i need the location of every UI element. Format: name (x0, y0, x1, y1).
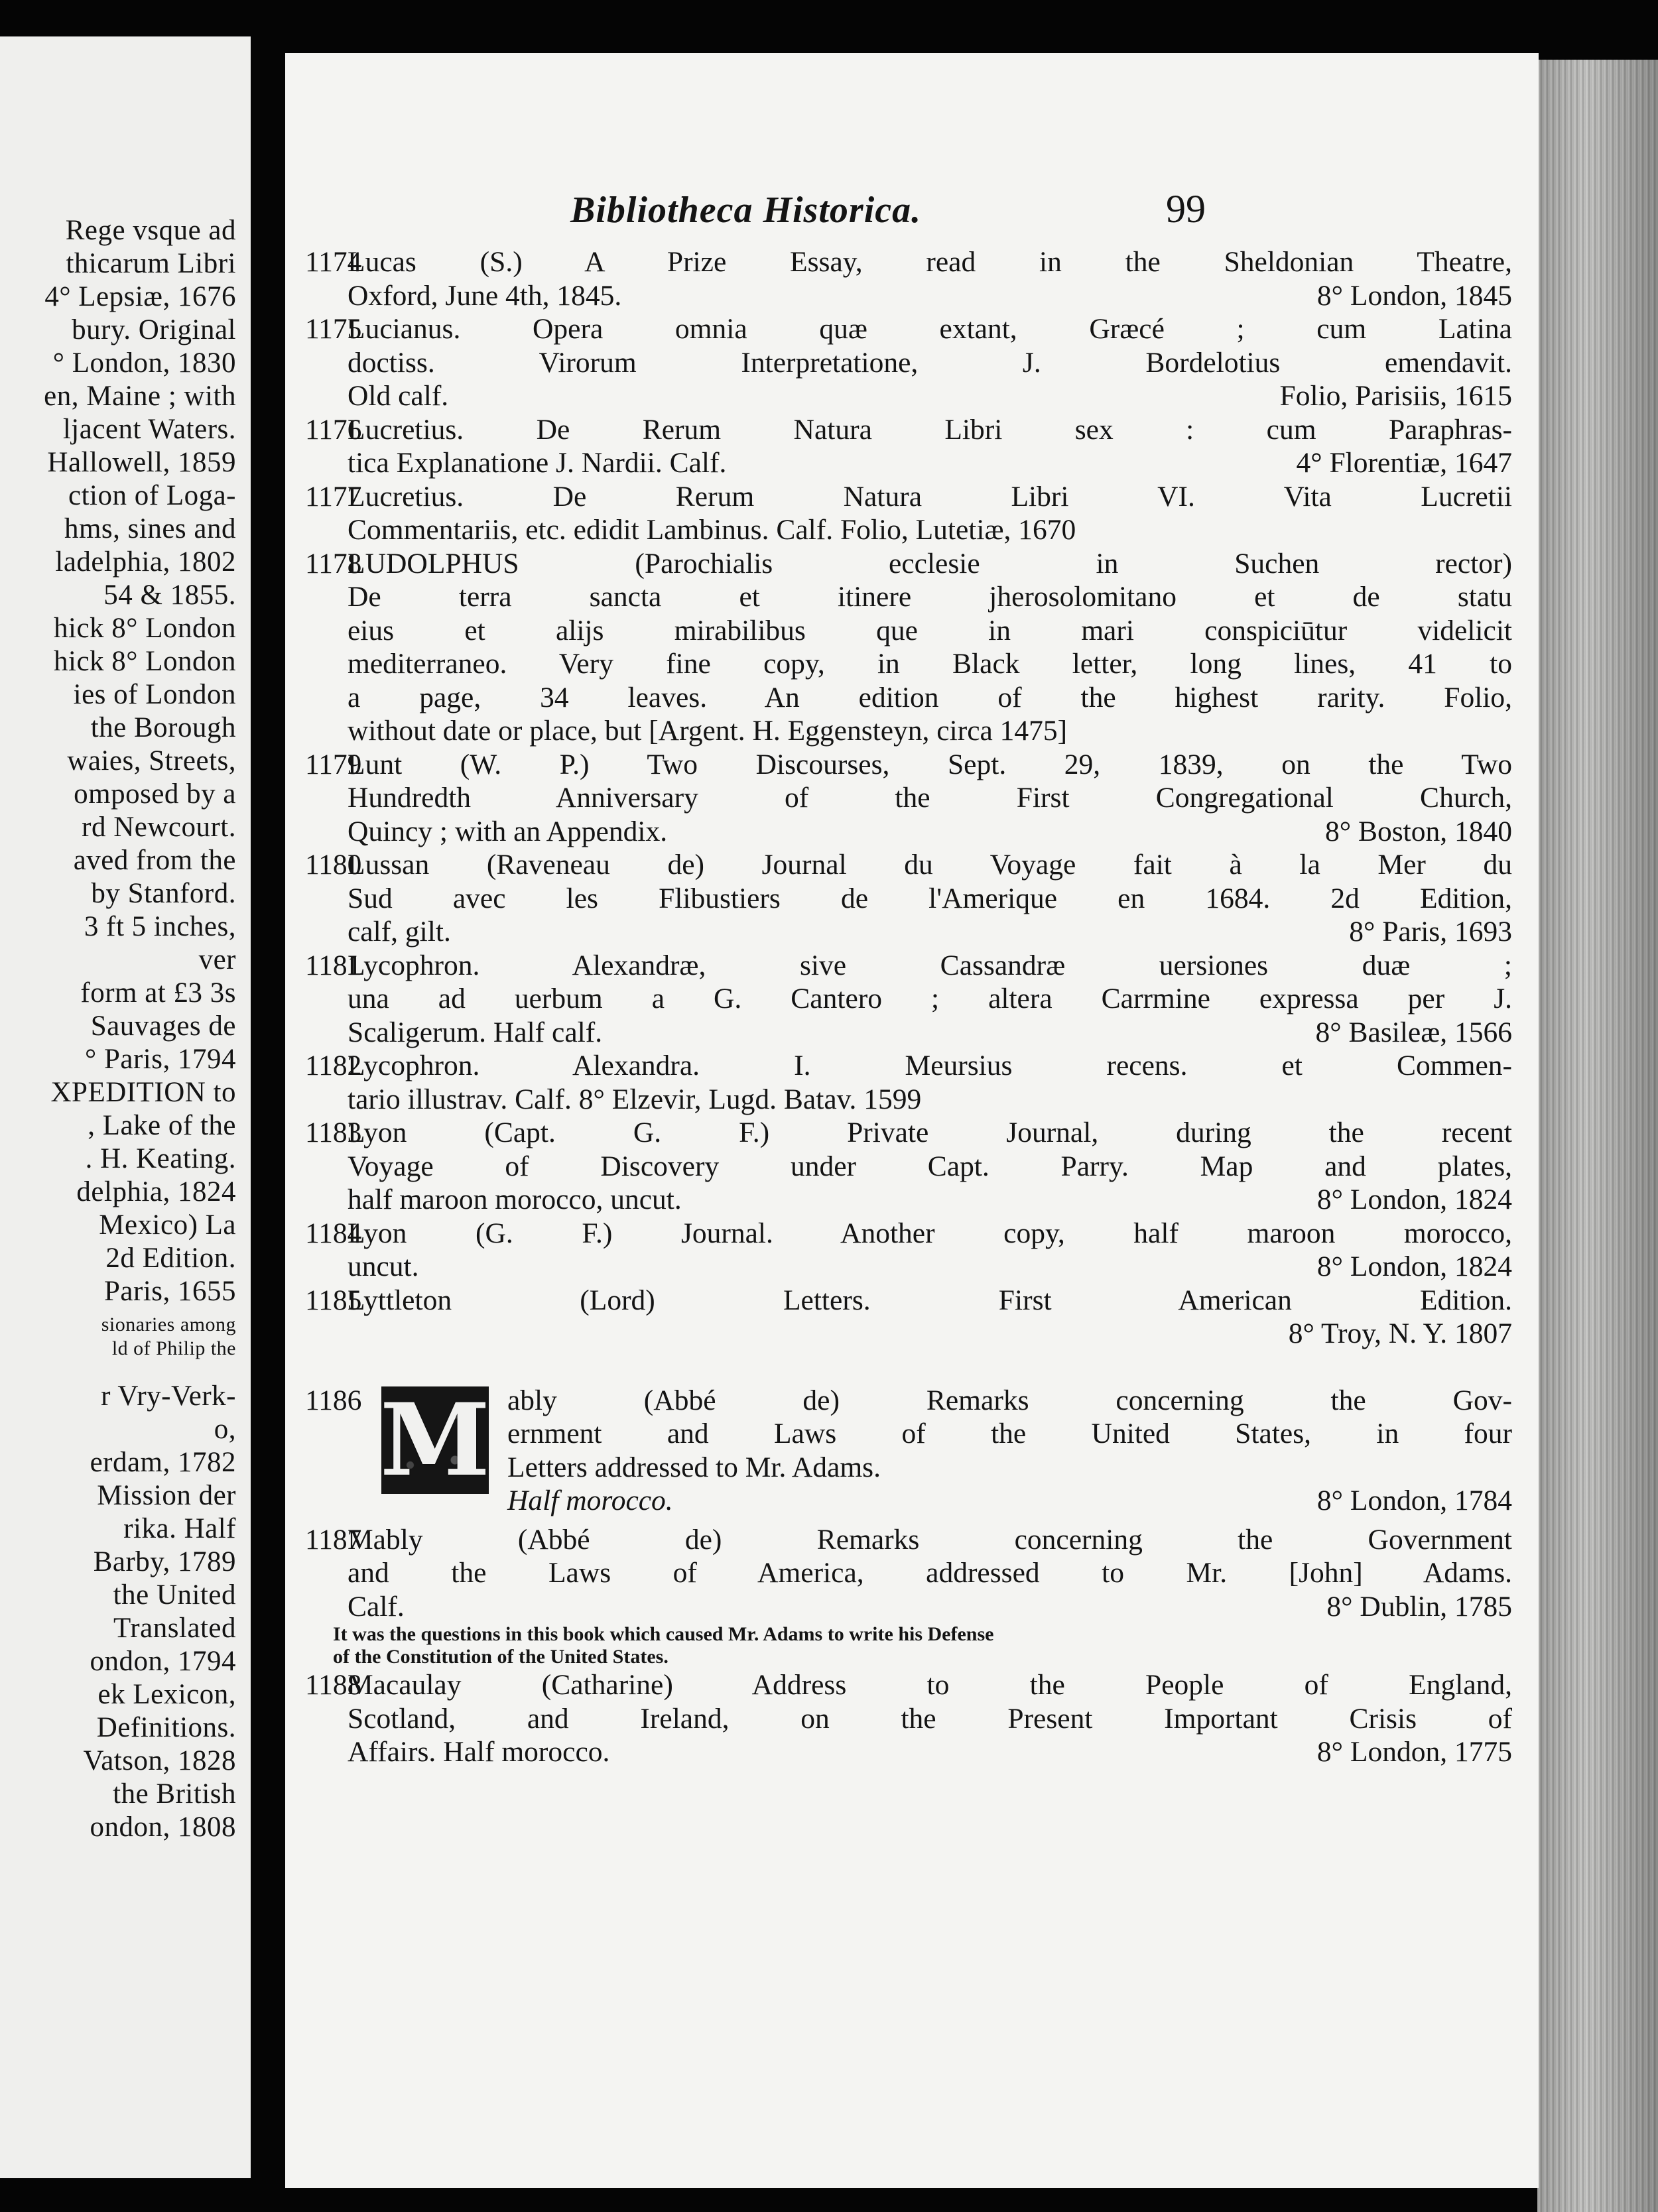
entry-line (305, 949, 1512, 983)
entry-number: 1180 (305, 849, 362, 881)
entry-line (305, 446, 1512, 480)
catalogue-entry (305, 1217, 1512, 1284)
entry-text: Old calf. (348, 380, 449, 412)
entry-number: 1177 (305, 480, 362, 513)
entry-text: Scaligerum. Half calf. (348, 1016, 603, 1048)
left-page-line: ies of London (73, 679, 236, 710)
entry-text: Lucretius. De Rerum Natura Libri VI. Vita Lucretii (348, 480, 1512, 513)
catalogue-entry-1187 (305, 1523, 1512, 1624)
entry-number: 1176 (305, 413, 362, 446)
catalogue-entry (305, 848, 1512, 949)
left-page-line: en, Maine ; with (44, 381, 236, 412)
entry-text: tica Explanatione J. Nardii. Calf. (348, 447, 727, 479)
entry-number: 1174 (305, 246, 362, 278)
catalogue-entry (305, 1284, 1512, 1351)
left-page-line: omposed by a (74, 778, 236, 810)
left-page-line: Hallowell, 1859 (47, 447, 236, 478)
entry-text: Affairs. Half morocco. (348, 1736, 610, 1768)
entry-line (305, 1116, 1512, 1150)
left-page-line: sionaries among (101, 1314, 236, 1335)
left-page-line: Barby, 1789 (93, 1546, 236, 1577)
entry-number: 1178 (305, 547, 362, 580)
imprint: Folio, Parisiis, 1615 (1279, 380, 1512, 412)
catalogue-entry-1188 (305, 1668, 1512, 1769)
left-page-line: . H. Keating. (85, 1143, 236, 1174)
entry-text: Letters addressed to Mr. Adams. (507, 1451, 881, 1483)
left-page-line: the British (113, 1778, 236, 1810)
left-page-line: Translated (113, 1613, 236, 1644)
entry-line (305, 815, 1512, 849)
drop-cap-letter: M (379, 1381, 491, 1499)
entry-text: a page, 34 leaves. An edition of the highest rarity. Folio, (348, 681, 1512, 713)
entry-text: tario illustrav. Calf. 8° Elzevir, Lugd. Batav. 1599 (348, 1083, 922, 1115)
left-page-line: Definitions. (96, 1712, 236, 1743)
entry-line (305, 1250, 1512, 1284)
imprint: 8° Boston, 1840 (1324, 815, 1512, 847)
entry-line (305, 1668, 1512, 1702)
entry-text: Macaulay (Catharine) Address to the People of England, (348, 1669, 1512, 1701)
left-page-line: 4° Lepsiæ, 1676 (44, 281, 236, 312)
entry-number: 1175 (305, 313, 362, 345)
left-page-line: erdam, 1782 (90, 1447, 236, 1478)
entry-text: Lussan (Raveneau de) Journal du Voyage fait à la Mer du (348, 849, 1512, 881)
entry-text: Lycophron. Alexandræ, sive Cassandræ uersiones duæ ; (348, 949, 1512, 981)
left-page-line: bury. Original (72, 314, 236, 345)
left-page-line: ction of Loga- (68, 480, 236, 511)
entry-text: Lyttleton (Lord) Letters. First American Edition. (348, 1284, 1512, 1316)
catalogue-entry (305, 949, 1512, 1050)
entry-line (305, 714, 1512, 748)
entry-line (305, 480, 1512, 514)
entry-line (305, 748, 1512, 782)
left-facing-page (0, 36, 251, 2178)
entry-line (305, 982, 1512, 1016)
right-page (285, 53, 1539, 2188)
entry-line (305, 1556, 1512, 1590)
left-page-line: o, (214, 1414, 236, 1445)
left-page-line: 54 & 1855. (103, 580, 236, 611)
entry-line (305, 1702, 1512, 1736)
left-page-line: Mission der (97, 1480, 236, 1511)
entry-line (305, 547, 1512, 581)
imprint: 8° London, 1784 (1316, 1485, 1512, 1516)
entry-line (305, 915, 1512, 949)
catalogue-entry (305, 1116, 1512, 1217)
entry-line (305, 647, 1512, 681)
left-page-line: Rege vsque ad (65, 215, 236, 246)
entry-text: half maroon morocco, uncut. (348, 1184, 682, 1215)
left-page-line: 2d Edition. (105, 1243, 236, 1274)
entry-line (305, 346, 1512, 380)
left-page-line: by Stanford. (91, 878, 236, 909)
entry-text: mediterraneo. Very fine copy, in Black letter, long lines, 41 to (348, 648, 1512, 680)
entry-line (305, 1451, 1512, 1485)
entry-line (305, 1083, 1512, 1117)
left-page-line: aved from the (73, 845, 236, 876)
entry-text: Half morocco. (507, 1485, 673, 1516)
entry-line (305, 1049, 1512, 1083)
entry-text: Lyon (Capt. G. F.) Private Journal, during the recent (348, 1117, 1512, 1148)
entry-line (305, 1016, 1512, 1050)
entry-text: Scotland, and Ireland, on the Present Important Crisis of (348, 1702, 1512, 1735)
entry-text: Lyon (G. F.) Journal. Another copy, half maroon morocco, (348, 1217, 1512, 1249)
left-page-line: ek Lexicon, (97, 1679, 236, 1710)
entry-line (305, 681, 1512, 715)
left-page-line: ° London, 1830 (52, 347, 236, 379)
left-page-line: rd Newcourt. (82, 812, 236, 843)
left-page-line: ljacent Waters. (62, 414, 236, 445)
left-page-line: hms, sines and (64, 513, 236, 544)
entry-text: LUDOLPHUS (Parochialis ecclesie in Suchen rector) (348, 547, 1512, 580)
page-edges (1537, 60, 1658, 2212)
entry-line (305, 312, 1512, 346)
left-page-line: Vatson, 1828 (83, 1745, 236, 1776)
entry-text: Calf. (348, 1590, 405, 1623)
entry-text: and the Laws of America, addressed to Mr. [John] Adams. (348, 1557, 1512, 1589)
imprint: 8° Basileæ, 1566 (1315, 1016, 1512, 1048)
entry-text: Sud avec les Flibustiers de l'Amerique en 1684. 2d Edition, (348, 882, 1512, 914)
left-page-line: ladelphia, 1802 (55, 546, 236, 578)
imprint: 4° Florentiæ, 1647 (1296, 447, 1512, 479)
left-page-line: ld of Philip the (111, 1337, 236, 1359)
entry-text: Lucretius. De Rerum Natura Libri sex : cum Paraphras- (348, 413, 1512, 446)
entry-number: 1183 (305, 1117, 362, 1148)
entry-text: eius et alijs mirabilibus que in mari conspiciūtur videlicit (348, 614, 1512, 646)
page-number: 99 (1166, 187, 1206, 231)
left-page-line: ° Paris, 1794 (85, 1044, 236, 1075)
left-page-line: the United (113, 1579, 236, 1611)
entry-line (305, 781, 1512, 815)
left-page-line: r Vry-Verk- (101, 1381, 236, 1412)
entry-line (305, 1317, 1512, 1351)
left-page-line: waies, Streets, (67, 745, 236, 776)
entry-line (305, 1284, 1512, 1318)
catalogue-entry (305, 748, 1512, 849)
left-page-line: Sauvages de (90, 1011, 236, 1042)
entry-text: uncut. (348, 1251, 419, 1282)
entry-number: 1182 (305, 1050, 362, 1081)
left-page-line: the Borough (90, 712, 236, 743)
left-page-line: ver (198, 944, 236, 975)
imprint: 8° London, 1824 (1316, 1184, 1512, 1215)
entry-text: Lucianus. Opera omnia quæ extant, Græcé ; cum Latina (348, 313, 1512, 345)
entry-line (305, 1183, 1512, 1217)
imprint: 8° London, 1845 (1316, 279, 1512, 312)
entry-number: 1188 (305, 1669, 362, 1701)
entry-number: 1186 (305, 1384, 362, 1416)
entry-line (305, 848, 1512, 882)
catalogue-entry (305, 413, 1512, 480)
catalogue-entries (305, 245, 1512, 1769)
entry-line (305, 1590, 1512, 1624)
entry-text: ably (Abbé de) Remarks concerning the Gov- (507, 1384, 1512, 1416)
entry-text: ernment and Laws of the United States, in four (507, 1418, 1512, 1449)
imprint: 8° Dublin, 1785 (1326, 1590, 1512, 1623)
entry-line (305, 379, 1512, 413)
catalogue-entry-1186 (305, 1381, 1512, 1523)
left-page-line: ondon, 1808 (90, 1812, 236, 1843)
imprint: 8° London, 1824 (1316, 1251, 1512, 1282)
entry-line (305, 513, 1512, 547)
entry-text: una ad uerbum a G. Cantero ; altera Carrmine expressa per J. (348, 983, 1512, 1014)
entry-text: Oxford, June 4th, 1845. (348, 279, 622, 312)
left-page-line: delphia, 1824 (76, 1176, 236, 1207)
left-page-line: , Lake of the (88, 1110, 236, 1141)
entry-text: Commentariis, etc. edidit Lambinus. Calf. Folio, Lutetiæ, 1670 (348, 514, 1076, 546)
left-page-line: 3 ft 5 inches, (84, 911, 236, 942)
page-header (285, 189, 1539, 235)
entry-text: Lunt (W. P.) Two Discourses, Sept. 29, 1839, on the Two (348, 748, 1512, 780)
entry-text: Mably (Abbé de) Remarks concerning the Government (348, 1523, 1512, 1556)
footnote-line: It was the questions in this book which caused Mr. Adams to write his Defense (333, 1623, 994, 1645)
entry-line (305, 1217, 1512, 1251)
catalogue-entry (305, 1049, 1512, 1116)
left-page-line: hick 8° London (54, 646, 236, 677)
entry-text: Lucas (S.) A Prize Essay, read in the Sheldonian Theatre, (348, 246, 1512, 278)
entry-line (305, 1384, 1512, 1418)
entry-line (305, 279, 1512, 313)
entry-number: 1179 (305, 748, 362, 780)
entry-line (305, 245, 1512, 279)
entry-number: 1181 (305, 949, 362, 981)
entry-text: doctiss. Virorum Interpretatione, J. Bordelotius emendavit. (348, 346, 1512, 379)
book-gutter (251, 27, 285, 2212)
entry-text: De terra sancta et itinere jherosolomitano et de statu (348, 581, 1512, 613)
catalogue-entry (305, 312, 1512, 413)
entry-text: without date or place, but [Argent. H. Eggensteyn, circa 1475] (348, 715, 1068, 747)
entry-line (305, 1523, 1512, 1557)
entry-line (305, 1484, 1512, 1518)
entry-text: Voyage of Discovery under Capt. Parry. Map and plates, (348, 1150, 1512, 1182)
entry-line (305, 614, 1512, 648)
imprint: 8° Paris, 1693 (1349, 916, 1512, 948)
running-title: Bibliotheca Historica. (570, 190, 922, 231)
left-page-line: XPEDITION to (50, 1077, 236, 1108)
left-page-line: rika. Half (123, 1513, 236, 1544)
entry-number: 1185 (305, 1284, 362, 1316)
imprint: 8° Troy, N. Y. 1807 (1288, 1318, 1512, 1349)
catalogue-entry (305, 245, 1512, 312)
entries-1174-1185 (305, 245, 1512, 1351)
entry-1187-note (305, 1623, 1512, 1668)
left-page-line: Paris, 1655 (104, 1276, 236, 1307)
entry-line (305, 1150, 1512, 1184)
left-page-line: ondon, 1794 (90, 1646, 236, 1677)
left-page-line: hick 8° London (54, 613, 236, 644)
entry-line (305, 1735, 1512, 1769)
left-page-line: Mexico) La (99, 1209, 236, 1241)
imprint: 8° London, 1775 (1316, 1736, 1512, 1768)
entry-text: Hundredth Anniversary of the First Congregational Church, (348, 782, 1512, 814)
catalogue-entry (305, 547, 1512, 748)
entry-line (305, 580, 1512, 614)
catalogue-entry (305, 480, 1512, 547)
left-page-line: thicarum Libri (66, 248, 236, 279)
entry-text: Lycophron. Alexandra. I. Meursius recens. et Commen- (348, 1050, 1512, 1081)
footnote-line: of the Constitution of the United States. (333, 1646, 669, 1668)
entry-line (305, 882, 1512, 916)
entry-line (305, 1417, 1512, 1451)
entry-line (305, 413, 1512, 447)
entry-text: calf, gilt. (348, 916, 451, 948)
entry-number: 1187 (305, 1523, 362, 1556)
entry-number: 1184 (305, 1217, 362, 1249)
left-page-line: form at £3 3s (80, 977, 236, 1009)
entry-1186-lines (305, 1381, 1512, 1518)
entry-text: Quincy ; with an Appendix. (348, 815, 668, 847)
